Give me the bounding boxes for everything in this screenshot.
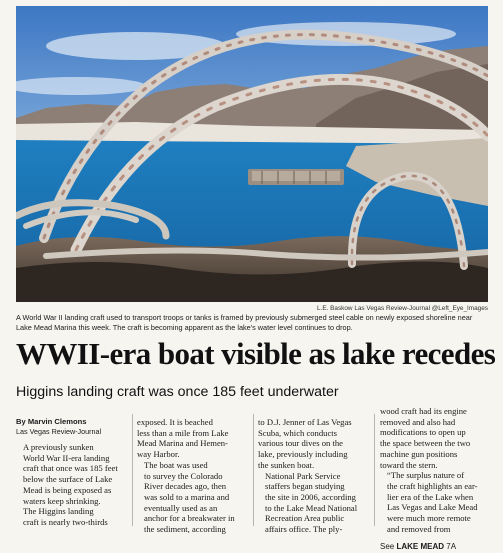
text-line: The Higgins landing	[23, 506, 94, 517]
text-line: Mead is being exposed as	[23, 484, 112, 495]
text-line: to survey the Colorado	[144, 470, 223, 481]
text-line: machine gun positions	[380, 448, 458, 459]
paragraph	[258, 471, 371, 535]
text-line: Las Vegas and Lake Mead	[387, 502, 478, 513]
text-line: craft that once was 185 feet	[23, 463, 118, 474]
paragraph	[16, 442, 128, 506]
text-line: lier era of the Lake when	[387, 491, 474, 502]
photo-credit: L.E. Baskow Las Vegas Review-Journal @Left_Eye_Images	[317, 305, 488, 312]
paragraph	[137, 417, 250, 460]
text-line: staffers began studying	[265, 481, 345, 492]
text-line: National Park Service	[265, 470, 341, 481]
text-line: River decades ago, then	[144, 481, 227, 492]
text-line: lake, previously including	[258, 449, 348, 460]
subheadline: Higgins landing craft was once 185 feet underwater	[16, 384, 339, 400]
byline-organization: Las Vegas Review-Journal	[16, 426, 102, 436]
text-line: waters keep shrinking.	[23, 495, 101, 506]
text-line: to the Lake Mead National	[265, 502, 358, 513]
paragraph	[16, 506, 128, 527]
text-line: “The surplus nature of	[387, 470, 465, 481]
jump-target[interactable]: LAKE MEAD	[396, 542, 445, 552]
column-divider	[253, 414, 254, 526]
text-line: anchor for a breakwater in	[144, 513, 235, 524]
paragraph	[380, 470, 492, 534]
text-line: were much more remote	[387, 513, 471, 524]
text-line: craft is nearly two-thirds	[23, 516, 108, 527]
text-line: to D.J. Jenner of Las Vegas	[258, 417, 352, 427]
headline: WWII-era boat visible as lake recedes	[16, 336, 496, 371]
article-column-2	[137, 417, 250, 535]
paragraph	[258, 417, 371, 471]
text-line: modifications to open up	[380, 427, 466, 438]
text-line: A previously sunken	[23, 442, 94, 452]
column-divider	[374, 414, 375, 526]
photo-caption: A World War II landing craft used to transport troops or tanks is framed by previously submerged steel cable on newly exposed shoreline near Lake Mead Marina this week. The craft is becoming apparent as the lake's water level continues to drop.	[16, 313, 473, 332]
column-divider	[132, 414, 133, 526]
paragraph	[137, 460, 250, 535]
text-line: way Harbor.	[137, 449, 180, 460]
text-line: and removed from	[387, 523, 451, 534]
text-line: the sediment, according	[144, 524, 226, 535]
text-line: The boat was used	[144, 459, 208, 470]
text-line: Scuba, which conducts	[258, 427, 337, 438]
byline-name: By Marvin Clemons	[16, 417, 87, 426]
text-line: World War II-era landing	[23, 452, 110, 463]
text-line: the sunken boat.	[258, 459, 315, 470]
text-line: was sold to a marina and	[144, 491, 230, 502]
article-column-1	[16, 417, 128, 528]
article-column-3	[258, 417, 371, 535]
text-line: wood craft had its engine	[380, 406, 467, 416]
continuation-jump[interactable]	[380, 542, 492, 553]
text-line: Mead Marina and Hemen-	[137, 438, 228, 449]
text-line: toward the stern.	[380, 459, 438, 470]
text-line: less than a mile from Lake	[137, 427, 229, 438]
paragraph	[380, 406, 492, 470]
article-column-4	[380, 406, 492, 553]
text-line: eventually used as an	[144, 502, 218, 513]
lake-mead-photo	[16, 6, 488, 302]
text-line: below the surface of Lake	[23, 474, 113, 485]
text-line: the space between the two	[380, 438, 471, 449]
jump-page: 7A	[446, 542, 457, 552]
text-line: various tour dives on the	[258, 438, 343, 449]
text-line: the site in 2006, according	[265, 491, 356, 502]
jump-prefix: See	[380, 542, 395, 552]
text-line: removed and also had	[380, 416, 456, 427]
text-line: exposed. It is beached	[137, 417, 213, 427]
text-line: Recreation Area public	[265, 513, 345, 524]
text-line: the craft highlights an ear-	[387, 480, 478, 491]
text-line: affairs office. The ply-	[265, 524, 343, 535]
